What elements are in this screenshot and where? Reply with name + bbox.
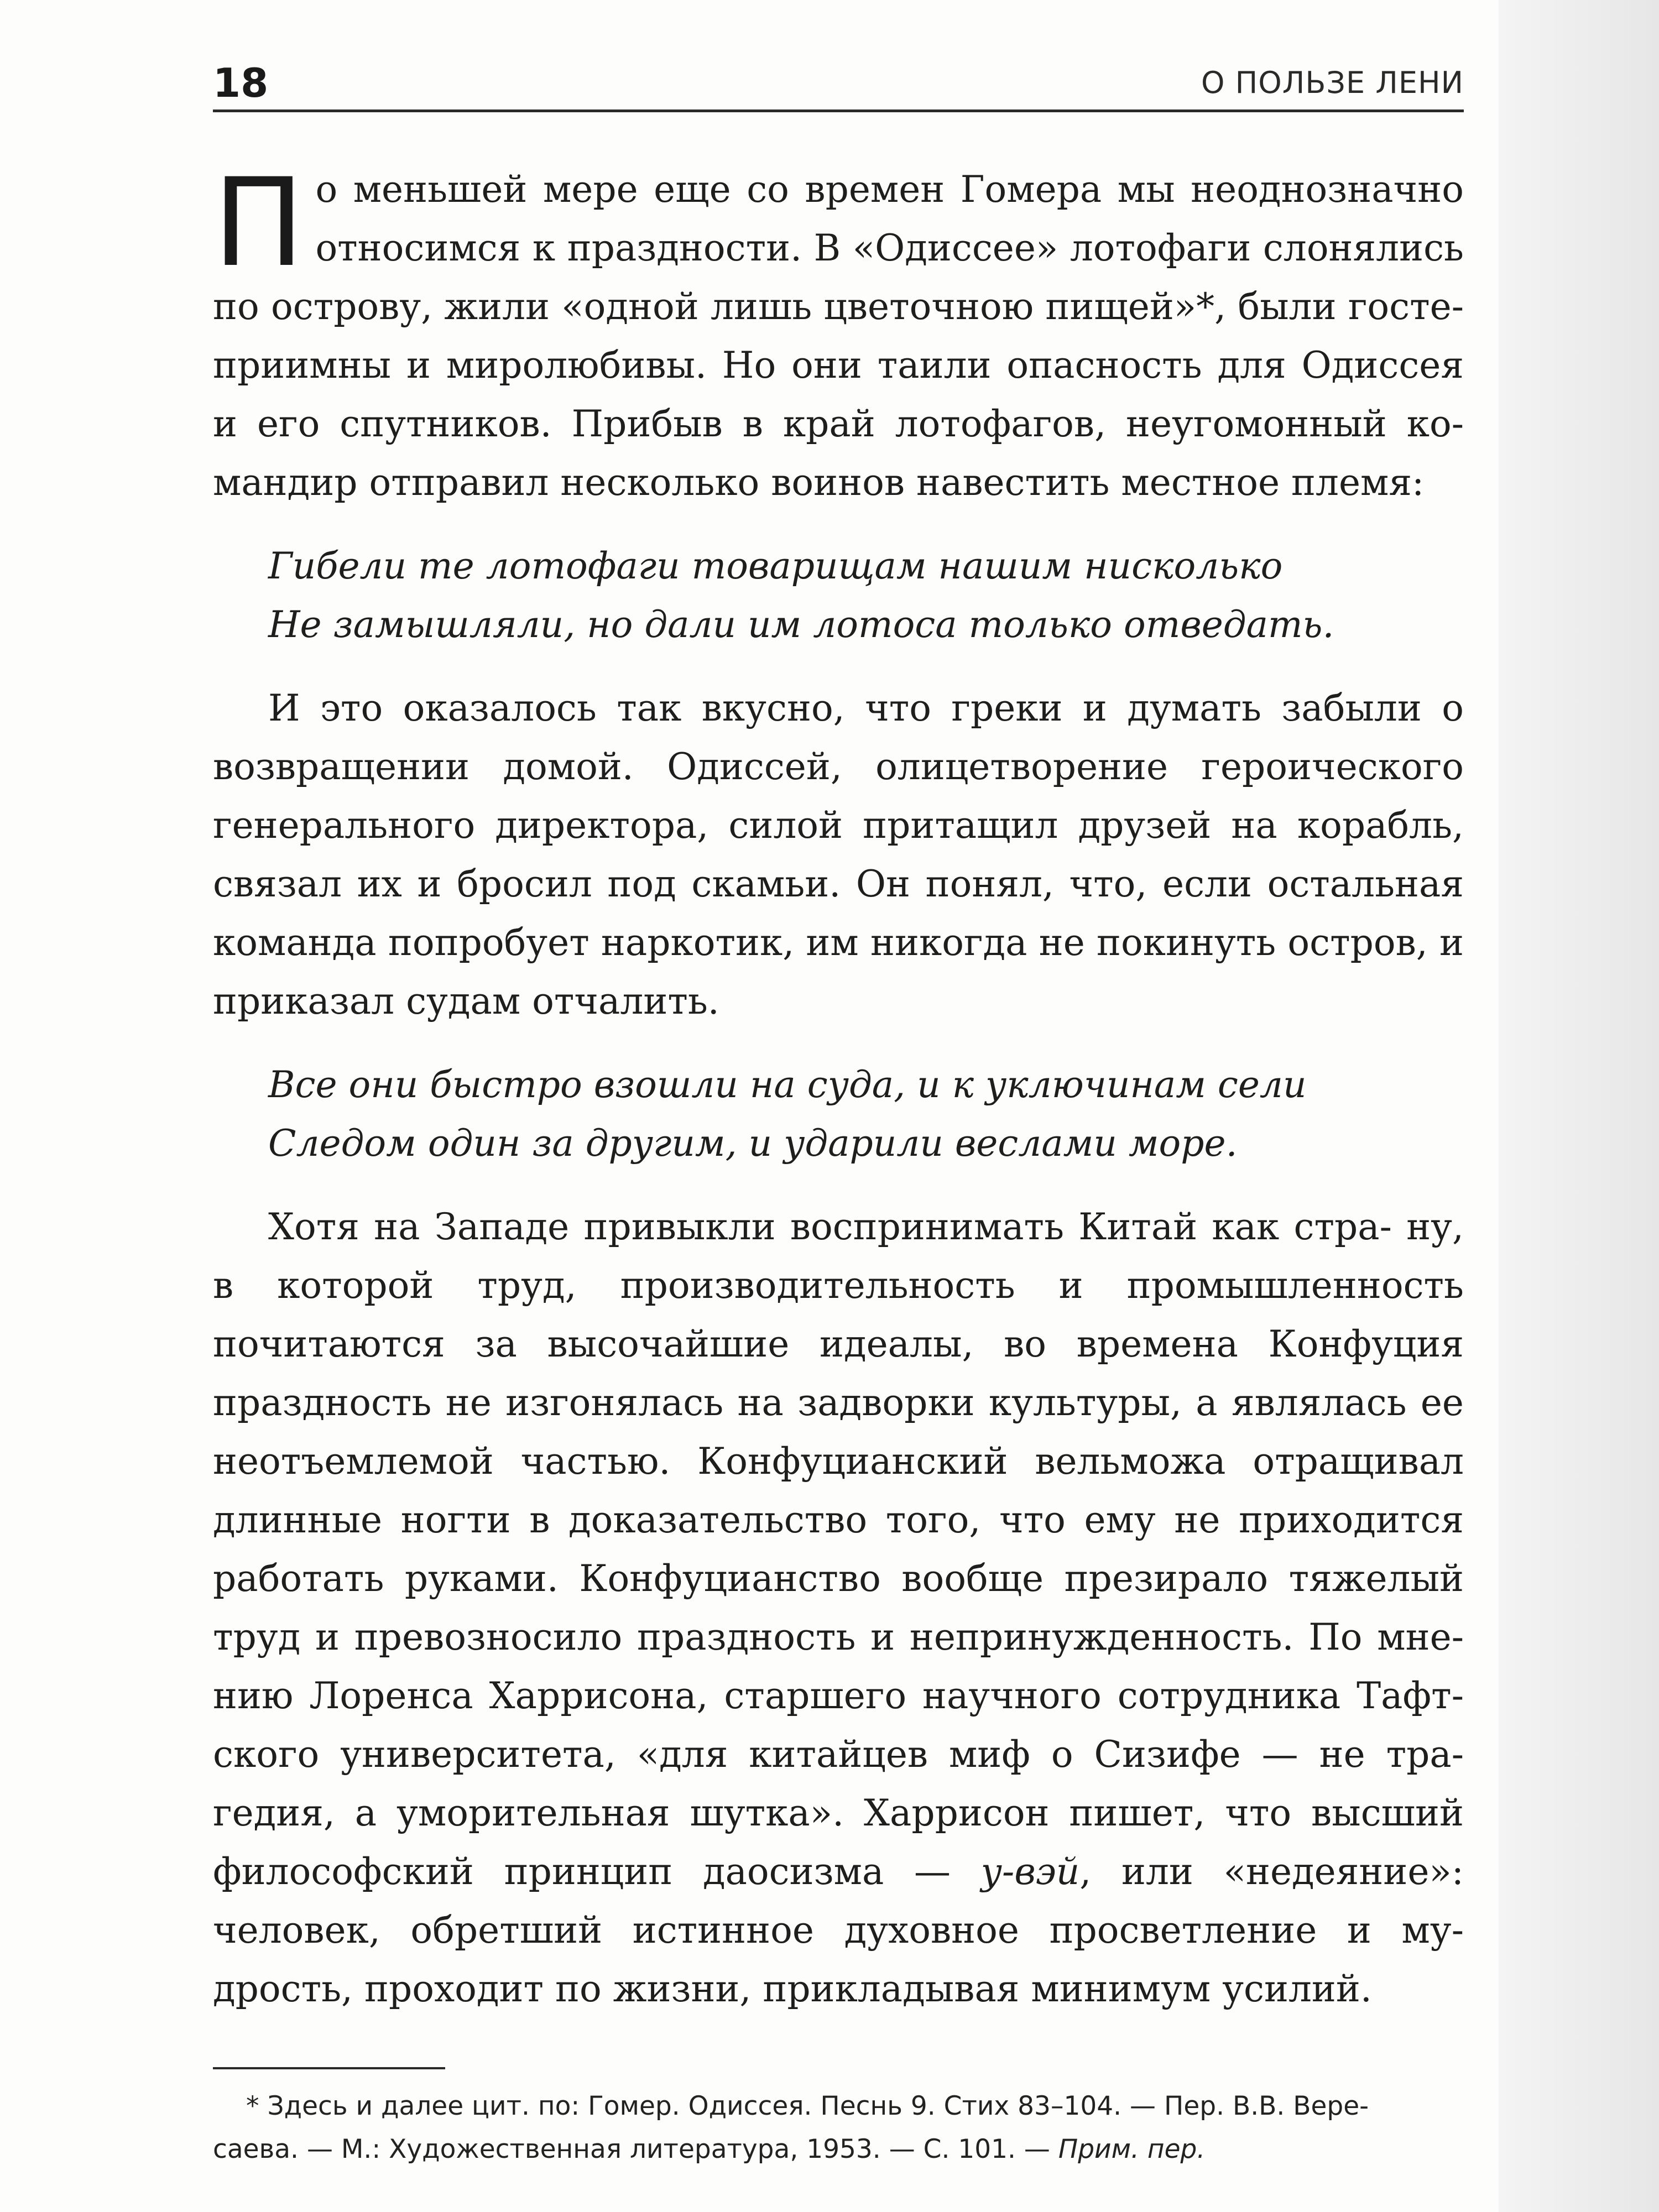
text-line: ского университета, «для китайцев миф о Сизифе — не тра- — [213, 1733, 1464, 1776]
text-line: о меньшей мере еще со времен Гомера мы неоднозначно — [315, 168, 1464, 211]
verse-line: Следом один за другим, и ударили веслами море. — [268, 1122, 1238, 1165]
verse-line: Не замышляли, но дали им лотоса только отведать. — [268, 603, 1334, 646]
footnote-line: * Здесь и далее цит. по: Гомер. Одиссея. Песнь 9. Стих 83–104. — Пер. В.В. Вере- — [246, 2091, 1369, 2121]
body-text — [213, 152, 1464, 2018]
text-line: труд и превозносило праздность и непринужденность. По мне- — [213, 1616, 1464, 1658]
text-line: нию Лоренса Харрисона, старшего научного сотрудника Тафт- — [213, 1674, 1464, 1717]
text-line: мандир отправил несколько воинов навестить местное племя: — [213, 461, 1425, 504]
paragraph-1 — [213, 152, 1464, 512]
text-line: приимны и миролюбивы. Но они таили опасность для Одиссея — [213, 344, 1464, 387]
text-line: относимся к праздности. В «Одиссее» лотофаги слонялись — [315, 227, 1464, 269]
verse-line: Гибели те лотофаги товарищам нашим нисколько — [268, 545, 1283, 587]
text-line: и приказал судам отчалить. — [213, 921, 1464, 1022]
text-line: связал их и бросил под скамьи. Он понял, что, если остальная — [213, 863, 1464, 905]
text-line: команда попробует наркотик, им никогда не покинуть остров, — [213, 921, 1428, 964]
page-edge-shadow — [1499, 0, 1659, 2212]
text-line: и его спутников. Прибыв в край лотофагов, неугомонный ко- — [213, 403, 1464, 445]
text-line: ну, в которой труд, производительность и промышленность — [213, 1206, 1464, 1307]
text-line: о возвращении домой. Одиссей, олицетворение героического — [213, 687, 1464, 788]
text-line: работать руками. Конфуцианство вообще презирало тяжелый — [213, 1557, 1464, 1600]
page-number: 18 — [213, 60, 269, 106]
text-line: по острову, жили «одной лишь цветочною пищей»*, были госте- — [213, 285, 1464, 328]
text-line: генерального директора, силой притащил друзей на корабль, — [213, 804, 1464, 847]
verse-quote-2 — [213, 1056, 1464, 1173]
footnote-note: Прим. пер. — [1058, 2134, 1206, 2164]
text-line: Хотя на Западе привыкли воспринимать Китай как стра- — [268, 1206, 1392, 1248]
footnote-text: саева. — М.: Художественная литература, 1953. — С. 101. — — [213, 2134, 1058, 2164]
drop-cap: П — [213, 152, 305, 294]
text-line: гедия, а уморительная шутка». Харрисон пишет, что высший — [213, 1792, 1464, 1834]
text-line: длинные ногти в доказательство того, что ему не приходится — [213, 1499, 1464, 1541]
paragraph-3 — [213, 1198, 1464, 2018]
text-line: неотъемлемой частью. Конфуцианский вельможа отращивал — [213, 1440, 1464, 1483]
text-line: философский принцип даосизма — — [213, 1850, 981, 1893]
text-line: почитаются за высочайшие идеалы, во времена Конфуция — [213, 1323, 1464, 1365]
running-title: О ПОЛЬЗЕ ЛЕНИ — [1201, 65, 1464, 100]
emphasis-term: у-вэй — [980, 1850, 1080, 1893]
text-line: дрость, проходит по жизни, прикладывая минимум усилий. — [213, 1968, 1372, 2010]
verse-quote-1 — [213, 537, 1464, 654]
footnote — [213, 2085, 1464, 2171]
text-line: И это оказалось так вкусно, что греки и думать забыли — [268, 687, 1422, 729]
footnote-rule — [213, 2067, 445, 2069]
paragraph-2 — [213, 679, 1464, 1031]
text-line: человек, обретший истинное духовное просветление и му- — [213, 1909, 1464, 1952]
footnote-line — [213, 2128, 1464, 2171]
verse-line: Все они быстро взошли на суда, и к уключинам сели — [268, 1063, 1307, 1106]
text-line: праздность не изгонялась на задворки культуры, а являлась ее — [213, 1381, 1464, 1424]
text-line: , или «недеяние»: — [1079, 1850, 1464, 1893]
header-rule — [213, 109, 1464, 112]
page-header — [213, 55, 1464, 111]
